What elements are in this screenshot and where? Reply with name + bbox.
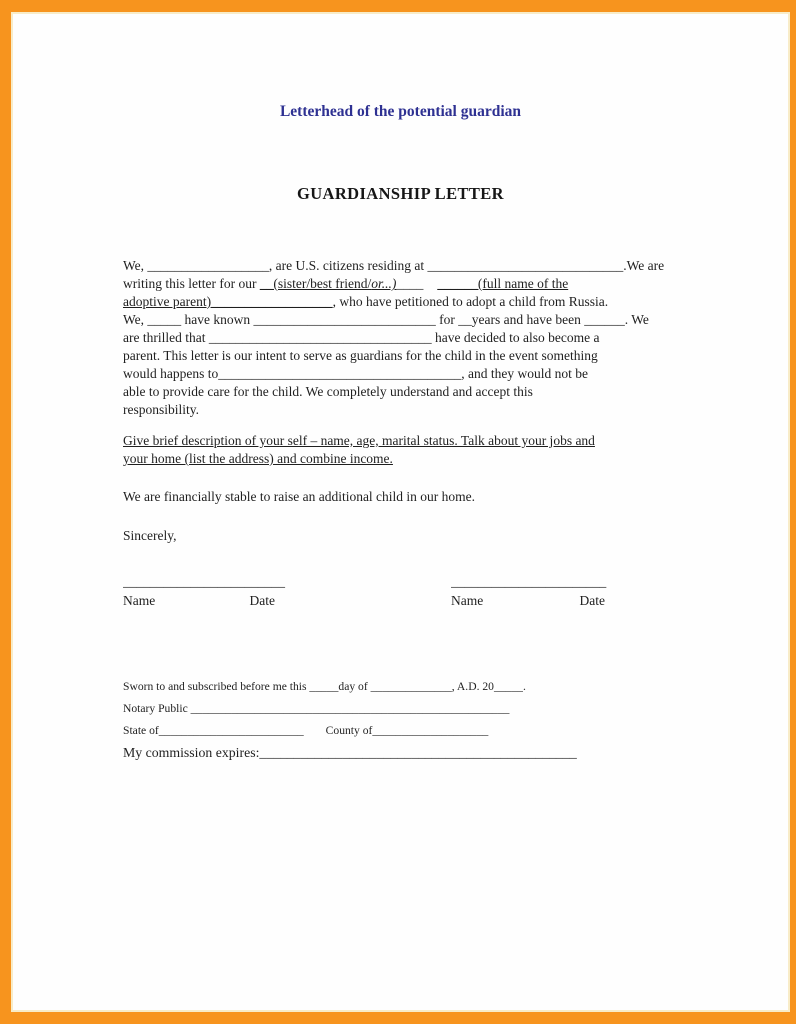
signature-block-right: [451, 572, 608, 609]
paragraph-line-2: [123, 275, 664, 293]
underlined-segment: ______(full name of the: [437, 276, 569, 291]
signature-line: ________________________: [123, 574, 285, 589]
paragraph-line-9: responsibility.: [123, 402, 199, 417]
underlined-segment: adoptive parent)__________________: [123, 294, 333, 309]
name-label: Name: [123, 593, 156, 608]
notary-section: [123, 676, 577, 764]
commission-expiry-line: My commission expires:______________________________________________: [123, 745, 577, 760]
financial-statement: We are financially stable to raise an additional child in our home.: [123, 489, 476, 504]
signature-block-left: [123, 572, 289, 609]
state-county-line: [123, 720, 577, 742]
blank-segment: ____: [396, 276, 424, 291]
instruction-paragraph: [123, 432, 595, 468]
county-field: County of____________________: [325, 724, 489, 737]
underlined-italic-segment: or...): [371, 276, 397, 291]
closing-salutation: Sincerely,: [123, 528, 177, 543]
instruction-line-1: Give brief description of your self – name, age, marital status. Talk about your jobs and: [123, 433, 595, 448]
signature-labels: [123, 592, 289, 609]
body-paragraph: [123, 257, 664, 419]
signature-line: _______________________: [451, 574, 607, 589]
text-segment: writing this letter for our: [123, 276, 260, 291]
name-label: Name: [451, 593, 484, 608]
text-segment: , who have petitioned to adopt a child from Russia.: [332, 294, 609, 309]
instruction-line-2: your home (list the address) and combine income.: [123, 451, 393, 466]
notary-public-line: Notary Public _______________________________________________________: [123, 702, 510, 715]
date-label: Date: [579, 593, 605, 608]
letterhead-title: Letterhead of the potential guardian: [279, 103, 522, 120]
sworn-statement-line: Sworn to and subscribed before me this _____day of ______________, A.D. 20_____.: [123, 680, 526, 693]
underlined-segment: __(sister/best friend/: [259, 276, 372, 291]
paragraph-line-5: are thrilled that _________________________________ have decided to also become a: [123, 330, 600, 345]
signature-labels: [451, 592, 608, 609]
paragraph-line-3: [123, 293, 664, 311]
paragraph-line-7: would happens to____________________________________, and they would not be: [123, 366, 588, 381]
date-label: Date: [249, 593, 275, 608]
paragraph-line-6: parent. This letter is our intent to serve as guardians for the child in the event something: [123, 348, 598, 363]
state-field: State of_________________________: [123, 724, 304, 737]
document-heading: GUARDIANSHIP LETTER: [296, 184, 505, 203]
paragraph-line-4: We, _____ have known ___________________________ for __years and have been ______. We: [123, 312, 649, 327]
paragraph-line-1: We, __________________, are U.S. citizens residing at _____________________________.We are: [123, 258, 665, 273]
paragraph-line-8: able to provide care for the child. We completely understand and accept this: [123, 384, 533, 399]
